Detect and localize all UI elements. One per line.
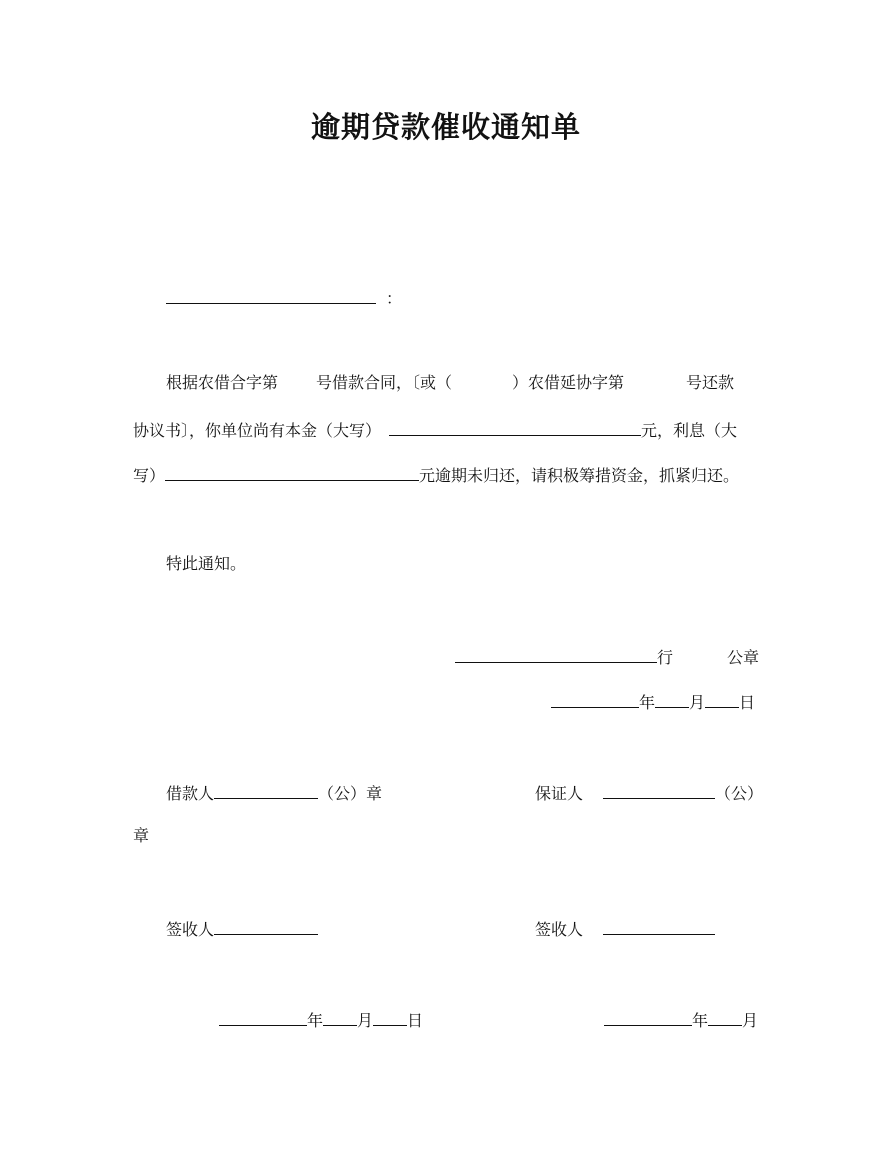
- repayment-text: 号还款: [686, 373, 735, 392]
- bank-date-line: [551, 690, 755, 713]
- borrower-label: 借款人: [166, 784, 215, 803]
- borrower-date-line: [219, 1008, 423, 1031]
- contract-prefix: 根据农借合字第: [166, 373, 279, 392]
- month-label: 月: [357, 1011, 374, 1030]
- body-line-2: [133, 418, 737, 441]
- borrower-blank[interactable]: [214, 781, 318, 799]
- principal-amount-blank[interactable]: [389, 418, 641, 436]
- body-line-1: [166, 373, 734, 393]
- document-title: 逾期贷款催收通知单: [310, 110, 581, 144]
- borrower-receiver-blank[interactable]: [214, 917, 318, 935]
- principal-prefix: 协议书〕，你单位尚有本金（大写）: [133, 421, 382, 440]
- day-label: 日: [739, 693, 756, 712]
- notice-text: 特此通知。: [166, 554, 247, 573]
- bank-hang-label: 行: [657, 648, 674, 667]
- borrower-seal-line: [166, 781, 382, 804]
- month-label: 月: [742, 1011, 759, 1030]
- bank-seal-line: [455, 645, 759, 668]
- interest-amount-blank[interactable]: [165, 463, 419, 481]
- receiver-label: 签收人: [535, 920, 584, 939]
- interest-prefix: 元，利息（大: [641, 421, 738, 440]
- year-label: 年: [692, 1011, 709, 1030]
- guarantor-seal-label: （公）: [715, 784, 764, 803]
- bank-seal-label: 公章: [727, 648, 760, 667]
- guarantor-seal-wrap: 章: [133, 826, 150, 845]
- borrower-year-blank[interactable]: [219, 1008, 307, 1026]
- borrower-seal-label: （公）章: [318, 784, 383, 803]
- guarantor-date-line: [604, 1008, 758, 1031]
- guarantor-receiver-blank[interactable]: [603, 917, 715, 935]
- addressee-blank[interactable]: [166, 286, 376, 304]
- borrower-day-blank[interactable]: [373, 1008, 407, 1026]
- overdue-text: 元逾期未归还，请积极筹措资金，抓紧归还。: [419, 466, 740, 485]
- bank-month-blank[interactable]: [655, 690, 689, 708]
- guarantor-label: 保证人: [535, 784, 584, 803]
- borrower-month-blank[interactable]: [323, 1008, 357, 1026]
- contract-suffix: 号借款合同，〔或（: [316, 373, 453, 392]
- guarantor-seal-line: [535, 781, 763, 804]
- guarantor-year-blank[interactable]: [604, 1008, 692, 1026]
- body-line-3: [133, 463, 739, 486]
- bank-day-blank[interactable]: [705, 690, 739, 708]
- receiver-label: 签收人: [166, 920, 215, 939]
- extension-prefix: ）农借延协字第: [512, 373, 625, 392]
- bank-year-blank[interactable]: [551, 690, 639, 708]
- month-label: 月: [689, 693, 706, 712]
- bank-name-blank[interactable]: [455, 645, 657, 663]
- year-label: 年: [639, 693, 656, 712]
- guarantor-receiver-line: [535, 917, 715, 940]
- borrower-receiver-line: [166, 917, 318, 940]
- addressee-colon: ：: [386, 289, 403, 308]
- interest-prefix-wrap: 写）: [133, 466, 166, 485]
- addressee-line: [166, 286, 402, 309]
- guarantor-blank[interactable]: [603, 781, 715, 799]
- year-label: 年: [307, 1011, 324, 1030]
- guarantor-month-blank[interactable]: [708, 1008, 742, 1026]
- day-label: 日: [407, 1011, 424, 1030]
